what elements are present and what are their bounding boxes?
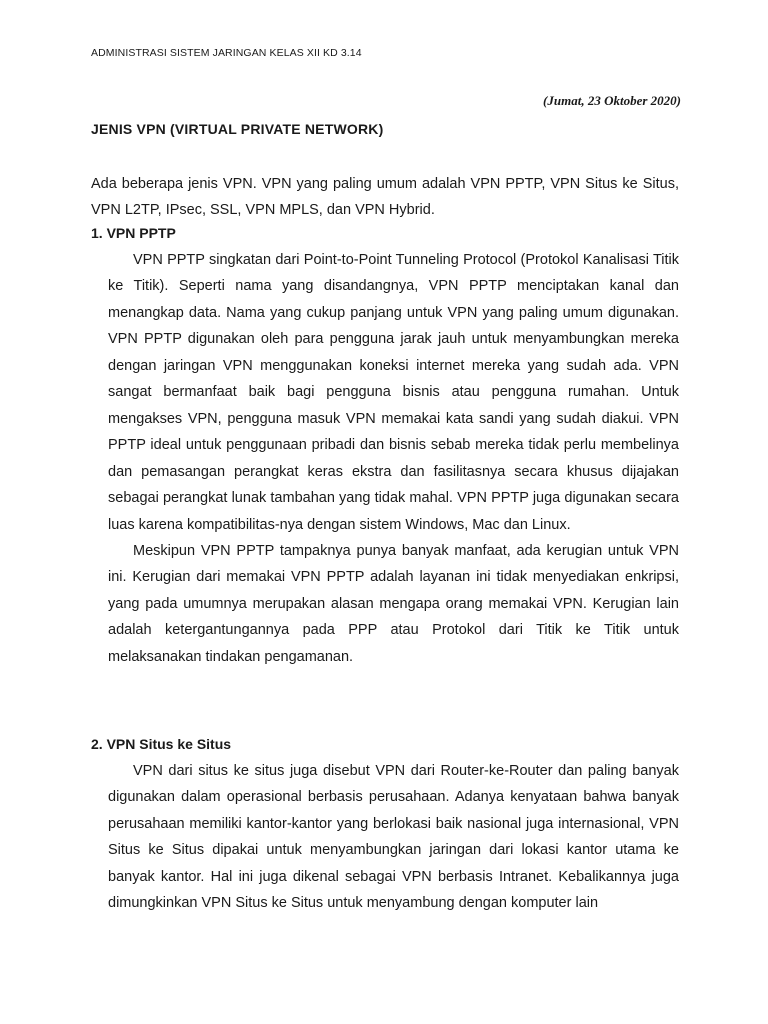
document-date: (Jumat, 23 Oktober 2020) bbox=[543, 93, 681, 108]
paragraph: VPN dari situs ke situs juga disebut VPN dari Router-ke-Router dan paling banyak digunakan dalam operasional berbasis perusahaan. Adanya kenyataan bahwa banyak perusahaan memiliki kantor-kantor yang berlokasi baik nasional juga internasional, VPN Situs ke Situs dipakai untuk menyambungkan jaringan dari lokasi kantor utama ke banyak kantor. Hal ini juga dikenal sebagai VPN berbasis Intranet. Kebalikannya juga dimungkinkan VPN Situs ke Situs untuk menyambung dengan komputer lain bbox=[108, 763, 679, 912]
running-header: ADMINISTRASI SISTEM JARINGAN KELAS XII KD 3.14 bbox=[91, 47, 362, 59]
document-title: JENIS VPN (VIRTUAL PRIVATE NETWORK) bbox=[91, 121, 384, 137]
paragraph: VPN PPTP singkatan dari Point-to-Point Tunneling Protocol (Protokol Kanalisasi Titik ke Titik). Seperti nama yang disandangnya, VPN PPTP menciptakan kanal dan menangkap data. Nama yang cukup panjang untuk VPN yang paling umum digunakan. VPN PPTP digunakan oleh para pengguna jarak jauh untuk menyambungkan mereka dengan jaringan VPN menggunakan koneksi internet mereka yang sudah ada. VPN sangat bermanfaat baik bagi pengguna bisnis atau pengguna rumahan. Untuk mengakses VPN, pengguna masuk VPN memakai kata sandi yang sudah diakui. VPN PPTP ideal untuk penggunaan pribadi dan bisnis sebab mereka tidak perlu membelinya dan pemasangan perangkat keras ekstra dan fasilitasnya secara khusus dijajakan sebagai perangkat lunak tambahan yang tidak mahal. VPN PPTP juga digunakan secara luas karena kompatibilitas-nya dengan sistem Windows, Mac dan Linux. bbox=[108, 252, 679, 533]
intro-paragraph bbox=[91, 171, 679, 224]
section-heading-vpn-pptp: 1. VPN PPTP bbox=[91, 225, 176, 241]
section-heading-vpn-situs-ke-situs: 2. VPN Situs ke Situs bbox=[91, 736, 232, 752]
section-body-vpn-pptp bbox=[108, 247, 679, 670]
section-body-vpn-situs-ke-situs bbox=[108, 758, 679, 917]
intro-text: Ada beberapa jenis VPN. VPN yang paling umum adalah VPN PPTP, VPN Situs ke Situs, VPN L2TP, IPsec, SSL, VPN MPLS, dan VPN Hybrid. bbox=[91, 176, 679, 219]
paragraph: Meskipun VPN PPTP tampaknya punya banyak manfaat, ada kerugian untuk VPN ini. Kerugian dari memakai VPN PPTP adalah layanan ini tidak menyediakan enkripsi, yang pada umumnya merupakan alasan mengapa orang memakai VPN. Kerugian lain adalah ketergantungannya pada PPP atau Protokol dari Titik ke Titik untuk melaksanakan tindakan pengamanan. bbox=[108, 542, 679, 665]
